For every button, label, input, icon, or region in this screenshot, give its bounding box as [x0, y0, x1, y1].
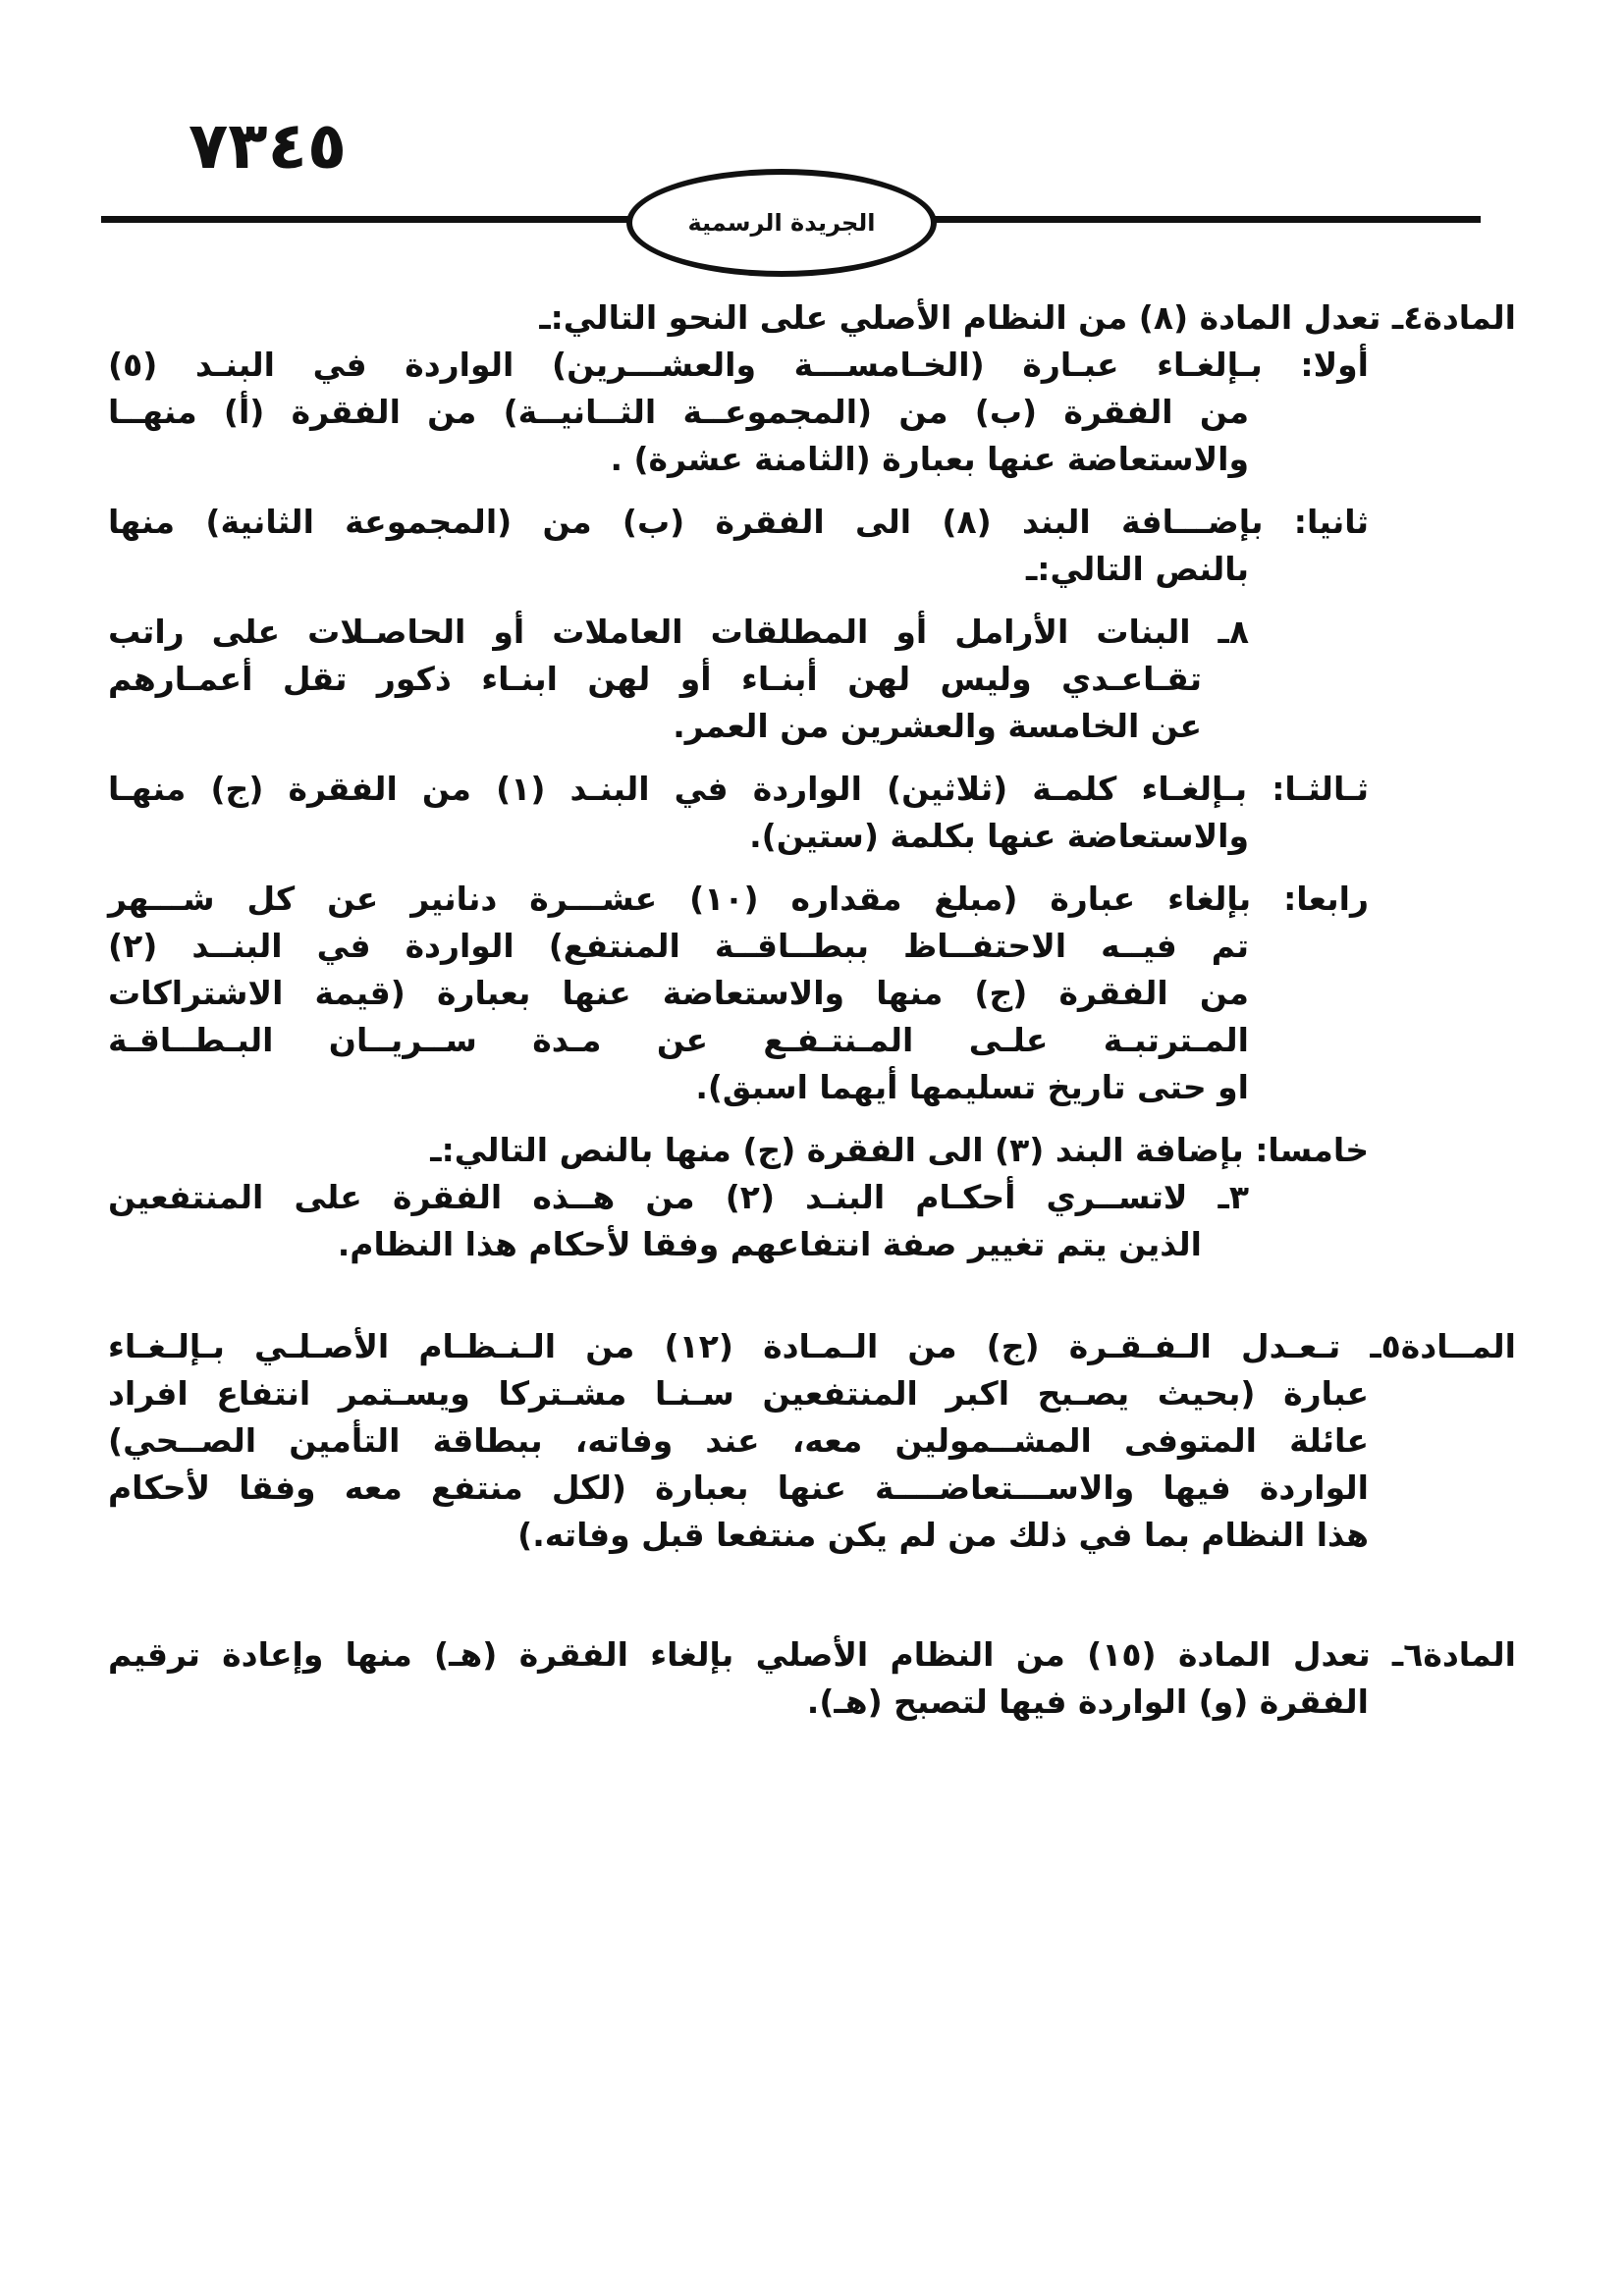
article-4-body — [108, 342, 1516, 1268]
page-number: ٥٤٣٧ — [189, 108, 348, 184]
clause-first-line: من الفقرة (ب) من (المجموعــة الثــانيــة) من الفقرة (أ) منهــا — [108, 393, 1249, 431]
clause-fourth — [108, 876, 1369, 1111]
clause-first-line: أولا: بـإلغـاء عبـارة (الخـامســـة والعشـــرين) الواردة في البنـد (٥) — [108, 346, 1369, 384]
clause-fourth-line: او حتى تاريخ تسليمها أيهما اسبق). — [695, 1068, 1249, 1106]
article-4 — [108, 294, 1516, 1268]
clause-fourth-line: رابعا: بإلغاء عبارة (مبلغ مقداره (١٠) عشـــرة دنانير عن كل شـــهر — [108, 880, 1369, 918]
article-5-line: المــادة٥ـ تـعـدل الـفـقـرة (ج) من الـمـادة (١٢) من الـنـظـام الأصـلـي بـإلـغـاء — [108, 1327, 1516, 1365]
clause-second-line: ثانيا: بإضـــافة البند (٨) الى الفقرة (ب) من (المجموعة الثانية) منها — [108, 503, 1370, 541]
article-5-line: هذا النظام بما في ذلك من لم يكن منتفعا قبل وفاته.) — [517, 1516, 1369, 1554]
item-3-line: الذين يتم تغيير صفة انتفاعهم وفقا لأحكام هذا النظام. — [337, 1225, 1202, 1263]
item-3-line: ٣ـ لاتســري أحكـام البنـد (٢) من هــذه الفقرة على المنتفعين — [108, 1178, 1249, 1216]
item-8-line: ٨ـ البنات الأرامل أو المطلقات العاملات أو الحاصـلات على راتب — [108, 613, 1249, 651]
gazette-title-oval — [626, 169, 937, 277]
article-6-line: الفقرة (و) الواردة فيها لتصبح (هـ). — [806, 1682, 1369, 1721]
article-4-heading: المادة٤ـ تعدل المادة (٨) من النظام الأصلي على النحو التالي:ـ — [539, 298, 1516, 337]
clause-fourth-line: المـترتبـة علـى المـنتـفـع عن مـدة ســريــان البـطــاقـة — [108, 1021, 1249, 1059]
clause-fourth-line: من الفقرة (ج) منها والاستعاضة عنها بعبارة (قيمة الاشتراكات — [108, 974, 1249, 1012]
item-8 — [108, 609, 1369, 750]
clause-second — [108, 499, 1369, 593]
item-8-line: عن الخامسة والعشرين من العمر. — [673, 707, 1202, 745]
clause-fourth-line: تم فيــه الاحتفــاظ ببطــاقــة المنتفع) الواردة في البنــد (٢) — [108, 927, 1249, 965]
clause-fifth-line: خامسا: بإضافة البند (٣) الى الفقرة (ج) منها بالنص التالي:ـ — [430, 1131, 1369, 1169]
article-5-line: عائلة المتوفى المشــمولين معه، عند وفاته، ببطاقة التأمين الصــحي) — [108, 1421, 1369, 1460]
article-6 — [108, 1631, 1516, 1726]
clause-fifth — [108, 1127, 1369, 1268]
clause-second-line: بالنص التالي:ـ — [1026, 550, 1249, 588]
gazette-title: الجريدة الرسمية — [687, 209, 876, 237]
document-body — [108, 294, 1516, 1726]
article-5-line: الواردة فيها والاســـتعاضــــة عنها بعبارة (لكل منتفع معه وفقا لأحكام — [108, 1468, 1369, 1507]
clause-third — [108, 766, 1369, 860]
clause-third-line: ثـالثـا: بـإلغـاء كلمـة (ثلاثين) الواردة في البنـد (١) من الفقرة (ج) منهـا — [108, 770, 1370, 808]
item-8-line: تقـاعـدي وليس لهن أبنـاء أو لهن ابنـاء ذكور تقل أعمـارهم — [108, 660, 1202, 698]
article-5 — [108, 1323, 1516, 1559]
article-5-line: عبارة (بحيث يصـبح اكبر المنتفعين سـنـا مشـتركا ويسـتمر انتفاع افراد — [108, 1374, 1369, 1413]
clause-third-line: والاستعاضة عنها بكلمة (ستين). — [749, 817, 1249, 855]
clause-first — [108, 342, 1369, 483]
article-6-line: المادة٦ـ تعدل المادة (١٥) من النظام الأصلي بإلغاء الفقرة (هـ) منها وإعادة ترقيم — [108, 1635, 1516, 1674]
clause-first-line: والاستعاضة عنها بعبارة (الثامنة عشرة) . — [610, 440, 1249, 478]
